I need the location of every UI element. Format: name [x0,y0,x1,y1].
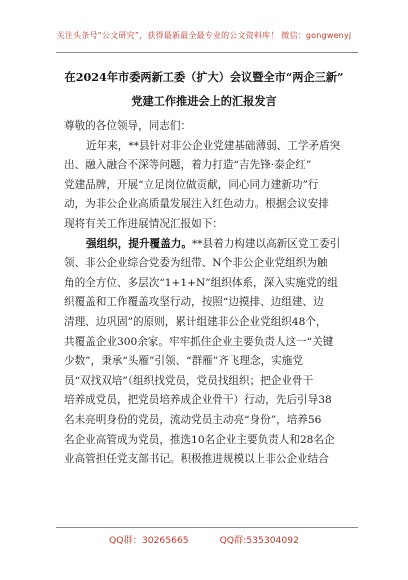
bottom-divider [56,527,358,528]
footer-contacts [0,532,408,546]
paragraph-line: 党建品牌，开展“立足岗位做贡献，同心同力建新功”行 [64,178,319,191]
footer-qq-group-2: QQ群:535304092 [219,535,299,546]
paragraph-line: 现将有关工作进展情况汇报如下： [64,217,223,230]
paragraph-line: 近年来，**县针对非公企业党建基础薄弱、工学矛盾突 [86,139,341,152]
paragraph-organization [64,235,354,470]
document-body [64,117,354,470]
document-title-line-2: 党建工作推进会上的汇报发言 [131,94,277,108]
paragraph-line: 员“双找双培”（组织找党员，党员找组织；把企业骨干 [64,374,314,387]
paragraph-line: 名未亮明身份的党员，流动党员主动亮“身份”，培养56 [64,413,322,426]
paragraph-line: 动，为非公企业高质量发展注入红色动力。根据会议安排 [64,198,329,211]
top-divider [56,52,358,53]
salutation: 尊敬的各位领导，同志们： [64,120,192,132]
paragraph-line: 领、非公企业综合党委为纽带、N个非公企业党组织为触 [64,257,328,270]
paragraph-line: 共覆盖企业300余家。牢牢抓住企业主要负责人这一“关键 [64,335,334,348]
promo-banner: 关注头条号“公文研究”，获得最新最全最专业的公文资料库！ 微信：gongwenyj [56,31,352,40]
paragraph-line: 织覆盖和工作覆盖攻坚行动，按照“边摸排、边组建、边 [64,296,324,309]
paragraph-line: 名企业高管成为党员，推选10名企业主要负责人和28名企 [64,433,335,446]
paragraph-line: 少数”，秉承“头雁”引领、“群雁”齐飞理念，实施党 [64,355,303,368]
paragraph-line: 清理、边巩固”的原则，累计组建非公企业党组织48个， [64,315,327,328]
paragraph-line: 出、融入融合不深等问题，着力打造“吉先锋·泰企红” [64,159,312,172]
paragraph-line: 角的全方位、多层次“1+1+N”组织体系，深入实施党的组 [64,276,338,289]
paragraph-line [64,235,354,255]
paragraph-line: 培养成党员，把党员培养成企业骨干）行动，先后引导38 [64,394,332,407]
document-title-line-1: 在2024年市委两新工委（扩大）会议暨全市“两企三新” [64,70,344,84]
section-heading: 强组织，提升覆盖力。 [86,237,192,250]
heading-continuation: **县着力构建以高新区党工委引 [191,237,341,250]
paragraph-line: 业高管担任党支部书记。积极推进规模以上非公企业结合 [64,453,329,466]
footer-qq-group-1: QQ群：30265665 [109,535,189,546]
paragraph-intro [64,137,354,235]
